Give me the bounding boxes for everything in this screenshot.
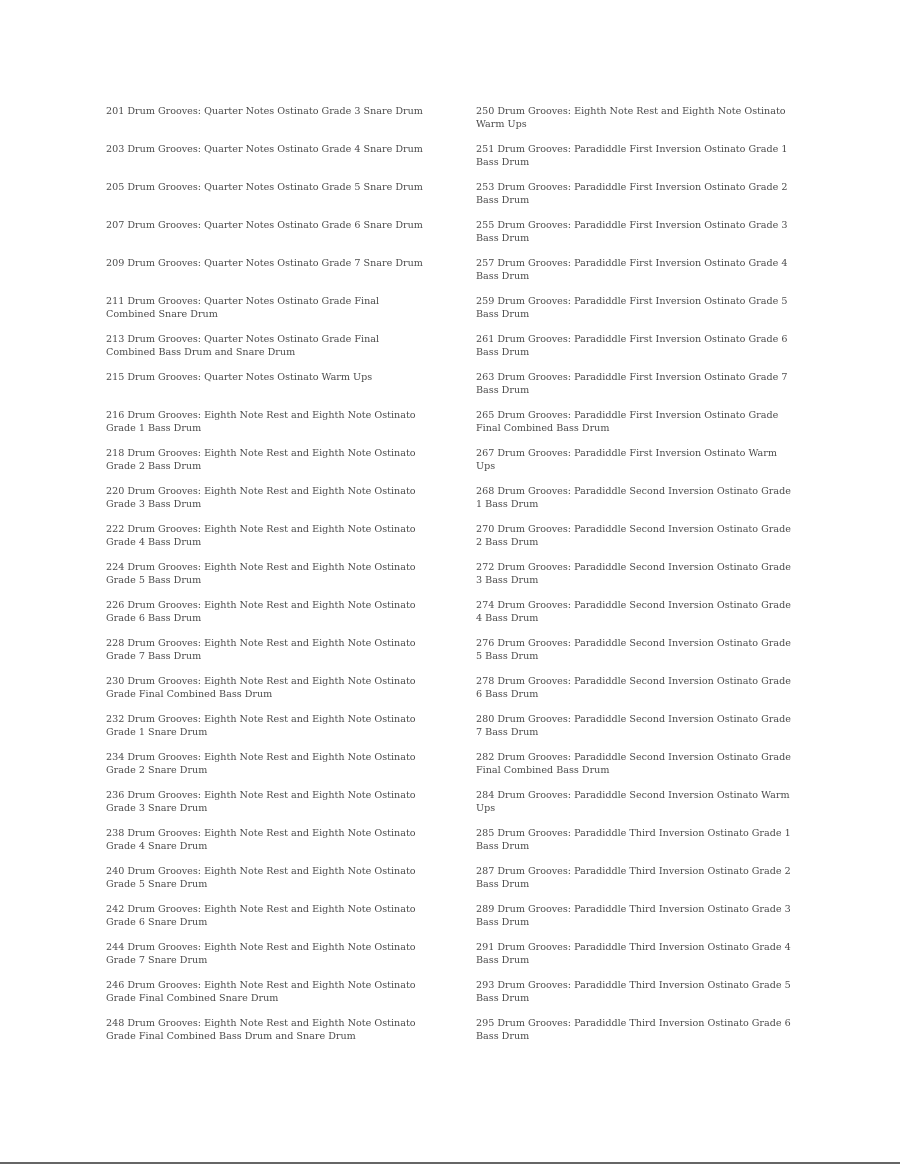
toc-entry: 261 Drum Grooves: Paradiddle First Inversion Ostinato Grade 6 Bass Drum [476,334,788,358]
toc-entry: 255 Drum Grooves: Paradiddle First Inversion Ostinato Grade 3 Bass Drum [476,220,788,244]
toc-entry: 250 Drum Grooves: Eighth Note Rest and Eighth Note Ostinato Warm Ups [476,106,786,130]
toc-entry: 228 Drum Grooves: Eighth Note Rest and Eighth Note Ostinato Grade 7 Bass Drum [106,638,416,662]
toc-entry: 218 Drum Grooves: Eighth Note Rest and Eighth Note Ostinato Grade 2 Bass Drum [106,448,416,472]
toc-entry: 263 Drum Grooves: Paradiddle First Inversion Ostinato Grade 7 Bass Drum [476,372,788,396]
toc-entry: 244 Drum Grooves: Eighth Note Rest and Eighth Note Ostinato Grade 7 Snare Drum [106,942,416,966]
toc-entry: 259 Drum Grooves: Paradiddle First Inversion Ostinato Grade 5 Bass Drum [476,296,788,320]
toc-entry: 282 Drum Grooves: Paradiddle Second Inversion Ostinato Grade Final Combined Bass Drum [476,752,791,776]
toc-entry: 234 Drum Grooves: Eighth Note Rest and Eighth Note Ostinato Grade 2 Snare Drum [106,752,416,776]
toc-entry: 272 Drum Grooves: Paradiddle Second Inversion Ostinato Grade 3 Bass Drum [476,562,791,586]
toc-entry: 242 Drum Grooves: Eighth Note Rest and Eighth Note Ostinato Grade 6 Snare Drum [106,904,416,928]
right-column [476,104,798,1054]
toc-entry: 215 Drum Grooves: Quarter Notes Ostinato Warm Ups [106,372,373,383]
toc-entry: 274 Drum Grooves: Paradiddle Second Inversion Ostinato Grade 4 Bass Drum [476,600,791,624]
toc-entry: 248 Drum Grooves: Eighth Note Rest and Eighth Note Ostinato Grade Final Combined Bass Drum and Snare Drum [106,1018,416,1042]
toc-entry: 289 Drum Grooves: Paradiddle Third Inversion Ostinato Grade 3 Bass Drum [476,904,791,928]
toc-entry: 213 Drum Grooves: Quarter Notes Ostinato Grade Final Combined Bass Drum and Snare Drum [106,334,380,358]
toc-entry: 240 Drum Grooves: Eighth Note Rest and Eighth Note Ostinato Grade 5 Snare Drum [106,866,416,890]
toc-entry: 268 Drum Grooves: Paradiddle Second Inversion Ostinato Grade 1 Bass Drum [476,486,791,510]
toc-entry: 265 Drum Grooves: Paradiddle First Inversion Ostinato Grade Final Combined Bass Drum [476,410,779,434]
toc-entry: 205 Drum Grooves: Quarter Notes Ostinato Grade 5 Snare Drum [106,182,423,193]
toc-entry: 285 Drum Grooves: Paradiddle Third Inversion Ostinato Grade 1 Bass Drum [476,828,791,852]
toc-entry: 251 Drum Grooves: Paradiddle First Inversion Ostinato Grade 1 Bass Drum [476,144,788,168]
toc-entry: 257 Drum Grooves: Paradiddle First Inversion Ostinato Grade 4 Bass Drum [476,258,788,282]
toc-entry: 238 Drum Grooves: Eighth Note Rest and Eighth Note Ostinato Grade 4 Snare Drum [106,828,416,852]
toc-entry: 246 Drum Grooves: Eighth Note Rest and Eighth Note Ostinato Grade Final Combined Snare Drum [106,980,416,1004]
toc-entry: 295 Drum Grooves: Paradiddle Third Inversion Ostinato Grade 6 Bass Drum [476,1018,791,1042]
toc-entry: 267 Drum Grooves: Paradiddle First Inversion Ostinato Warm Ups [476,448,777,472]
toc-entry: 222 Drum Grooves: Eighth Note Rest and Eighth Note Ostinato Grade 4 Bass Drum [106,524,416,548]
toc-entry: 270 Drum Grooves: Paradiddle Second Inversion Ostinato Grade 2 Bass Drum [476,524,791,548]
toc-entry: 201 Drum Grooves: Quarter Notes Ostinato Grade 3 Snare Drum [106,106,423,117]
left-column [106,104,424,1054]
toc-entry: 291 Drum Grooves: Paradiddle Third Inversion Ostinato Grade 4 Bass Drum [476,942,791,966]
toc-entry: 226 Drum Grooves: Eighth Note Rest and Eighth Note Ostinato Grade 6 Bass Drum [106,600,416,624]
toc-entry: 224 Drum Grooves: Eighth Note Rest and Eighth Note Ostinato Grade 5 Bass Drum [106,562,416,586]
toc-entry: 203 Drum Grooves: Quarter Notes Ostinato Grade 4 Snare Drum [106,144,423,155]
toc-entry: 220 Drum Grooves: Eighth Note Rest and Eighth Note Ostinato Grade 3 Bass Drum [106,486,416,510]
toc-entry: 232 Drum Grooves: Eighth Note Rest and Eighth Note Ostinato Grade 1 Snare Drum [106,714,416,738]
toc-entry: 207 Drum Grooves: Quarter Notes Ostinato Grade 6 Snare Drum [106,220,423,231]
toc-entry: 293 Drum Grooves: Paradiddle Third Inversion Ostinato Grade 5 Bass Drum [476,980,791,1004]
toc-entry: 284 Drum Grooves: Paradiddle Second Inversion Ostinato Warm Ups [476,790,790,814]
toc-entry: 276 Drum Grooves: Paradiddle Second Inversion Ostinato Grade 5 Bass Drum [476,638,791,662]
toc-entry: 230 Drum Grooves: Eighth Note Rest and Eighth Note Ostinato Grade Final Combined Bass Drum [106,676,416,700]
toc-entry: 216 Drum Grooves: Eighth Note Rest and Eighth Note Ostinato Grade 1 Bass Drum [106,410,416,434]
toc-entry: 209 Drum Grooves: Quarter Notes Ostinato Grade 7 Snare Drum [106,258,423,269]
toc-entry: 253 Drum Grooves: Paradiddle First Inversion Ostinato Grade 2 Bass Drum [476,182,788,206]
toc-entry: 211 Drum Grooves: Quarter Notes Ostinato Grade Final Combined Snare Drum [106,296,380,320]
toc-entry: 287 Drum Grooves: Paradiddle Third Inversion Ostinato Grade 2 Bass Drum [476,866,791,890]
toc-entry: 236 Drum Grooves: Eighth Note Rest and Eighth Note Ostinato Grade 3 Snare Drum [106,790,416,814]
toc-entry: 280 Drum Grooves: Paradiddle Second Inversion Ostinato Grade 7 Bass Drum [476,714,791,738]
toc-entry: 278 Drum Grooves: Paradiddle Second Inversion Ostinato Grade 6 Bass Drum [476,676,791,700]
